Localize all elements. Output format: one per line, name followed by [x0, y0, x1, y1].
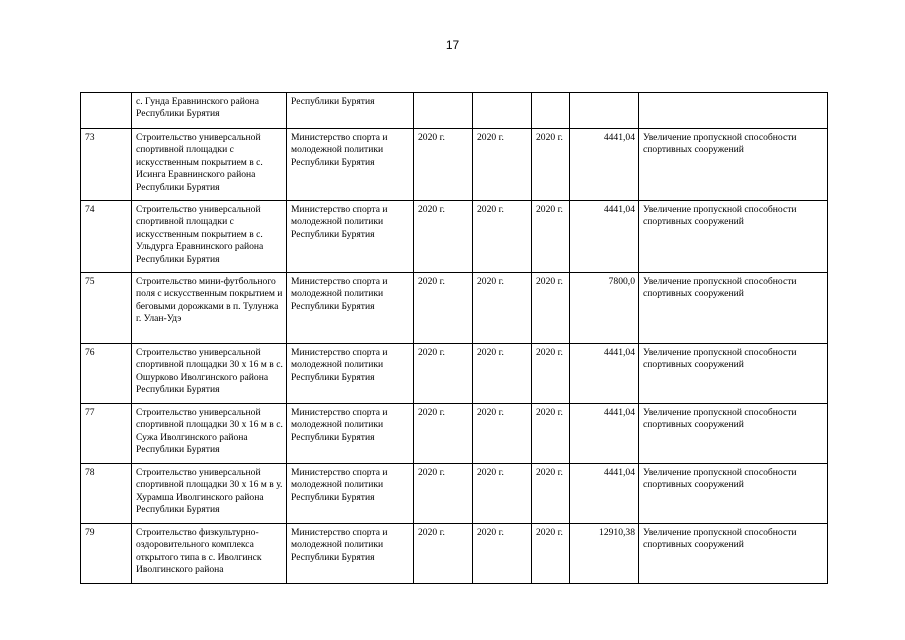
responsible-org: Министерство спорта и молодежной политики Республики Бурятия — [287, 201, 414, 273]
funding-year: 2020 г. — [532, 464, 570, 524]
responsible-org: Министерство спорта и молодежной политики Республики Бурятия — [287, 404, 414, 464]
amount: 4441,04 — [570, 404, 639, 464]
responsible-org: Министерство спорта и молодежной политики Республики Бурятия — [287, 524, 414, 584]
amount: 7800,0 — [570, 273, 639, 344]
funding-year — [532, 93, 570, 129]
amount: 4441,04 — [570, 344, 639, 404]
funding-year: 2020 г. — [532, 344, 570, 404]
end-year — [473, 93, 532, 129]
row-number: 76 — [81, 344, 132, 404]
row-number: 78 — [81, 464, 132, 524]
object-name: Строительство универсальной спортивной площадки 30 x 16 м в с. Ошурково Иволгинского района Республики Бурятия — [132, 344, 287, 404]
table-row — [81, 524, 828, 584]
table-row — [81, 129, 828, 201]
object-name: Строительство мини-футбольного поля с искусственным покрытием и беговыми дорожками в п. Тулунжа г. Улан-Удэ — [132, 273, 287, 344]
amount: 4441,04 — [570, 129, 639, 201]
end-year: 2020 г. — [473, 273, 532, 344]
expected-result: Увеличение пропускной способности спортивных сооружений — [639, 344, 828, 404]
end-year: 2020 г. — [473, 129, 532, 201]
expected-result: Увеличение пропускной способности спортивных сооружений — [639, 404, 828, 464]
funding-year: 2020 г. — [532, 129, 570, 201]
start-year: 2020 г. — [414, 201, 473, 273]
row-number: 73 — [81, 129, 132, 201]
amount — [570, 93, 639, 129]
responsible-org: Министерство спорта и молодежной политики Республики Бурятия — [287, 129, 414, 201]
object-name: с. Гунда Еравнинского района Республики Бурятия — [132, 93, 287, 129]
start-year: 2020 г. — [414, 524, 473, 584]
table-row — [81, 464, 828, 524]
expected-result: Увеличение пропускной способности спортивных сооружений — [639, 201, 828, 273]
end-year: 2020 г. — [473, 344, 532, 404]
table-row — [81, 404, 828, 464]
page-number: 17 — [445, 38, 460, 52]
row-number: 77 — [81, 404, 132, 464]
expected-result: Увеличение пропускной способности спортивных сооружений — [639, 524, 828, 584]
start-year: 2020 г. — [414, 273, 473, 344]
object-name: Строительство универсальной спортивной площадки с искусственным покрытием в с. Исинга Еравнинского района Республики Бурятия — [132, 129, 287, 201]
projects-table — [80, 92, 828, 584]
table-row — [81, 201, 828, 273]
amount: 4441,04 — [570, 201, 639, 273]
object-name: Строительство универсальной спортивной площадки 30 x 16 м в у. Хурамша Иволгинского района Республики Бурятия — [132, 464, 287, 524]
row-number: 74 — [81, 201, 132, 273]
responsible-org: Министерство спорта и молодежной политики Республики Бурятия — [287, 344, 414, 404]
object-name: Строительство физкультурно-оздоровительного комплекса открытого типа в с. Иволгинск Иволгинского района — [132, 524, 287, 584]
object-name: Строительство универсальной спортивной площадки 30 x 16 м в с. Сужа Иволгинского района Республики Бурятия — [132, 404, 287, 464]
amount: 12910,38 — [570, 524, 639, 584]
funding-year: 2020 г. — [532, 404, 570, 464]
end-year: 2020 г. — [473, 524, 532, 584]
row-number: 75 — [81, 273, 132, 344]
start-year: 2020 г. — [414, 129, 473, 201]
start-year — [414, 93, 473, 129]
expected-result: Увеличение пропускной способности спортивных сооружений — [639, 273, 828, 344]
row-number: 79 — [81, 524, 132, 584]
row-number — [81, 93, 132, 129]
expected-result: Увеличение пропускной способности спортивных сооружений — [639, 129, 828, 201]
responsible-org: Министерство спорта и молодежной политики Республики Бурятия — [287, 273, 414, 344]
start-year: 2020 г. — [414, 464, 473, 524]
end-year: 2020 г. — [473, 201, 532, 273]
start-year: 2020 г. — [414, 344, 473, 404]
object-name: Строительство универсальной спортивной площадки с искусственным покрытием в с. Ульдурга Еравнинского района Республики Бурятия — [132, 201, 287, 273]
responsible-org: Министерство спорта и молодежной политики Республики Бурятия — [287, 464, 414, 524]
funding-year: 2020 г. — [532, 201, 570, 273]
funding-year: 2020 г. — [532, 273, 570, 344]
start-year: 2020 г. — [414, 404, 473, 464]
expected-result — [639, 93, 828, 129]
responsible-org: Республики Бурятия — [287, 93, 414, 129]
expected-result: Увеличение пропускной способности спортивных сооружений — [639, 464, 828, 524]
table-row — [81, 344, 828, 404]
end-year: 2020 г. — [473, 464, 532, 524]
table-row — [81, 93, 828, 129]
table-row — [81, 273, 828, 344]
amount: 4441,04 — [570, 464, 639, 524]
end-year: 2020 г. — [473, 404, 532, 464]
funding-year: 2020 г. — [532, 524, 570, 584]
